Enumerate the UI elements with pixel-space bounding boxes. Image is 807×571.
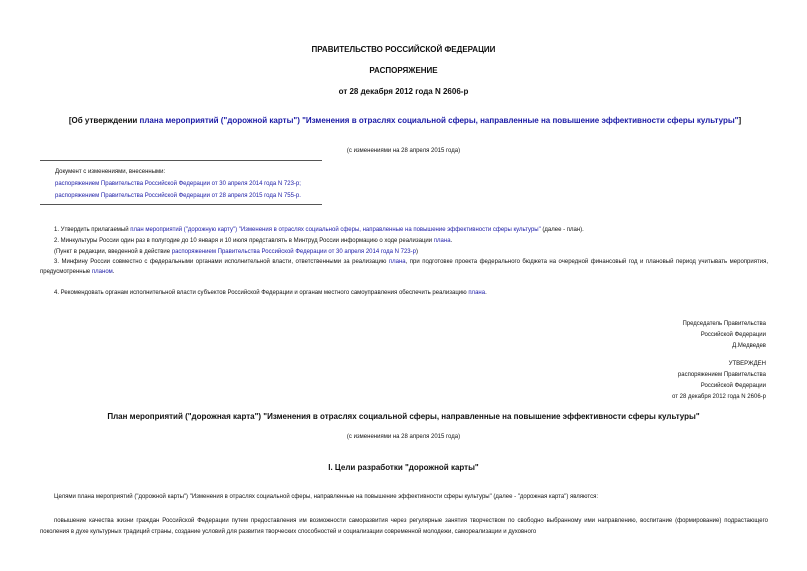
document-type-heading: РАСПОРЯЖЕНИЕ [369,66,438,75]
plan-revision-note: (с изменениями на 28 апреля 2015 года) [346,434,461,440]
goal-1: повышение качества жизни граждан Российской Федерации путем предоставления им возможности саморазвития через регулярные занятия творчеством по свободно выбранному ими направлению, воспитание (формирование) подрастающего поколения в духе культурных традиций страны, создание условий для развития творческих способностей и социализации современной молодежи, самореализации и духовного [40,518,768,535]
title-plan-link[interactable]: плана мероприятий ("дорожной карты") "Изменения в отраслях социальной сферы, направленные на повышение эффективности сферы культуры" [139,116,739,125]
p3-middle: , при подготовке проекта федерального бюджета на очередной финансовый год и плановый период учитывать мероприятия, предусмотренные [40,259,768,275]
p3-plan-link[interactable]: плана [388,259,406,265]
changes-heading: Документ с изменениями, внесенными: [55,169,166,175]
title-suffix: ] [738,116,742,125]
approval-line-2: распоряжением Правительства [677,372,766,378]
signature-position: Председатель Правительства [682,321,766,327]
p3-text: 3. Минфину России совместно с федеральными органами исполнительной власти, ответственными за реализацию [54,259,389,265]
plan-title: План мероприятий ("дорожная карта") "Изменения в отраслях социальной сферы, направленные на повышение эффективности сферы культуры" [107,412,700,421]
revision-note: (с изменениями на 28 апреля 2015 года) [346,148,461,154]
p2-suffix: . [450,238,453,244]
p4-plan-link[interactable]: плана [468,290,486,296]
p2-text: 2. Минкультуры России один раз в полугодие до 10 января и 10 июля представлять в Минтруд России информацию о ходе реализации [54,238,434,244]
paragraph-3 [40,258,768,277]
changes-link-755[interactable]: распоряжением Правительства Российской Федерации от 28 апреля 2015 года N 755-р. [55,193,301,199]
p1-plan-link[interactable]: план мероприятий ("дорожную карту") "Изменения в отраслях социальной сферы, направленные на повышение эффективности сферы культуры" [130,227,541,233]
changes-bottom-rule [40,204,322,205]
changes-link-723[interactable]: распоряжением Правительства Российской Федерации от 30 апреля 2014 года N 723-р; [55,181,301,187]
approval-line-3: Российской Федерации [700,383,766,389]
goals-intro: Целями плана мероприятий ("дорожной карты") "Изменения в отраслях социальной сферы, направленные на повышение эффективности сферы культуры" (далее - "дорожная карта") являются: [54,494,599,500]
approval-heading: УТВЕРЖДЕН [728,361,766,367]
paragraph-4 [40,289,768,299]
p3-suffix: . [112,268,115,275]
approval-block [672,359,766,403]
p2-note-suffix: ) [415,249,418,255]
document-title [55,115,755,126]
p2-plan-link[interactable]: плана [433,238,451,244]
title-prefix: [Об утверждении [68,116,140,125]
section-title: I. Цели разработки "дорожной карты" [328,463,479,472]
p1-suffix: (далее - план). [540,227,584,233]
paragraph-2-note [40,248,768,258]
p2-note-link[interactable]: распоряжением Правительства Российской Федерации от 30 апреля 2014 года N 723-р [171,249,416,255]
paragraph-2 [40,237,768,247]
p4-suffix: . [485,290,487,296]
changes-block [55,166,301,202]
signature-name: Д.Медведев [732,343,766,349]
p3-plan-link-2[interactable]: планом [91,268,113,275]
changes-top-rule [40,160,322,161]
approval-line-4: от 28 декабря 2012 года N 2606-р [672,394,766,400]
signature-country: Российской Федерации [700,332,766,338]
p1-text: 1. Утвердить прилагаемый [54,227,131,233]
document-date-number: от 28 декабря 2012 года N 2606-р [338,87,469,96]
p2-note-text: (Пункт в редакции, введенной в действие [54,249,172,255]
p4-text: 4. Рекомендовать органам исполнительной власти субъектов Российской Федерации и органам местного самоуправления обеспечить реализацию [54,290,469,296]
government-heading: ПРАВИТЕЛЬСТВО РОССИЙСКОЙ ФЕДЕРАЦИИ [311,45,496,54]
paragraph-1 [40,226,768,236]
signature-block [682,319,766,352]
